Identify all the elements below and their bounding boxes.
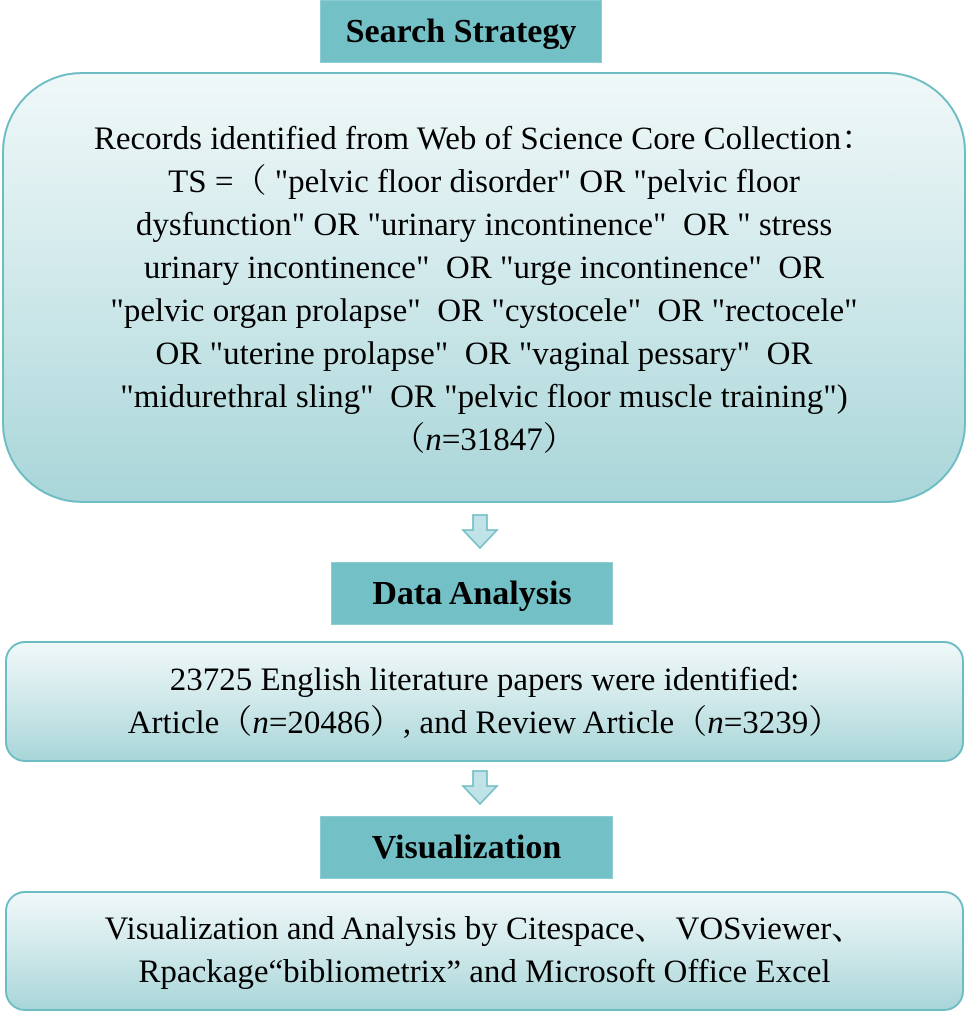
data-analysis-box: [5, 641, 964, 762]
visualization-title: Visualization: [371, 828, 562, 866]
visualization-header: [320, 816, 613, 879]
search-strategy-title: Search Strategy: [345, 12, 577, 50]
query-line-6: "midurethral sling" OR "pelvic floor muscle training"): [120, 378, 848, 415]
record-count: （n=31847）: [392, 421, 576, 458]
query-line-2: dysfunction" OR "urinary incontinence" OR " stress: [135, 206, 833, 243]
query-line-5: OR "uterine prolapse" OR "vaginal pessary" OR: [155, 335, 813, 372]
article-counts-line: Article（n=20486）, and Review Article（n=3239）: [127, 704, 842, 741]
search-strategy-box: [2, 72, 966, 503]
query-line-4: "pelvic organ prolapse" OR "cystocele" OR "rectocele": [110, 292, 858, 329]
tools-line-1: Visualization and Analysis by Citespace、 VOSviewer、: [104, 911, 865, 947]
query-line-3: urinary incontinence" OR "urge incontinence" OR: [143, 249, 825, 286]
search-strategy-header: [320, 0, 602, 63]
data-analysis-title: Data Analysis: [372, 574, 572, 612]
down-arrow-icon: [461, 514, 499, 550]
data-analysis-header: [331, 562, 613, 625]
visualization-box: [5, 891, 964, 1011]
tools-line-2: Rpackage“bibliometrix” and Microsoft Office Excel: [138, 954, 831, 990]
records-line: Records identified from Web of Science Core Collection：: [93, 120, 875, 157]
query-line-1: TS =（ "pelvic floor disorder" OR "pelvic floor: [168, 163, 800, 200]
papers-identified-line: 23725 English literature papers were identified:: [169, 661, 800, 698]
down-arrow-icon: [461, 770, 499, 806]
